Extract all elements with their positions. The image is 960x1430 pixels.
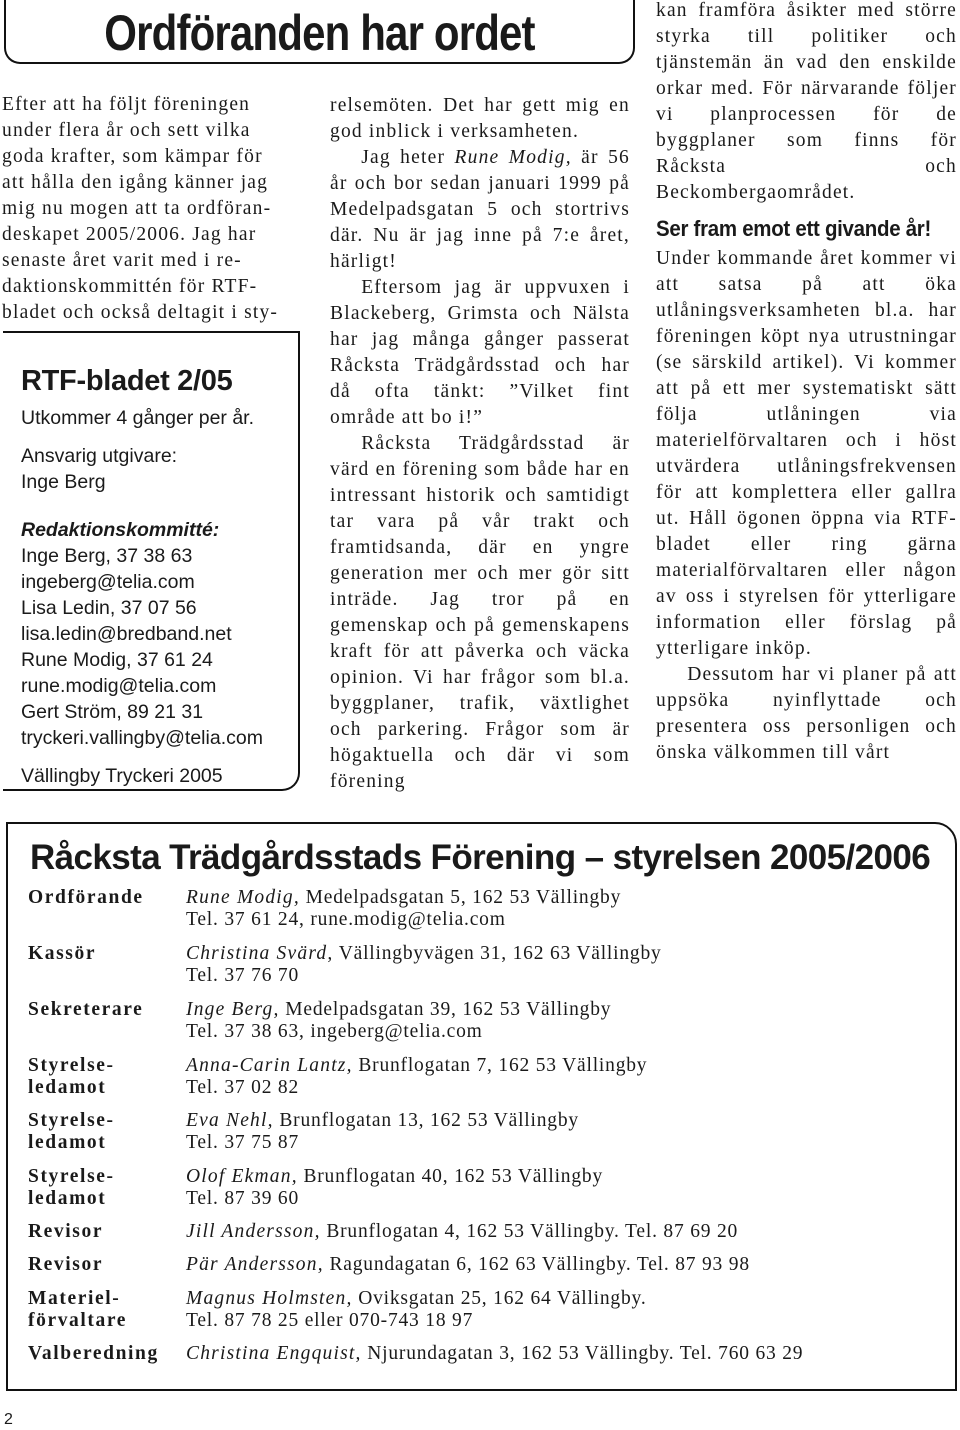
board-detail [186, 1343, 946, 1365]
page-number: 2 [4, 1411, 13, 1428]
text-run: är 56 år och bor sedan januari 1999 på Medelpadsgatan 5 och stortrivs där. Nu är jag inne på 7:e året, härligt! [330, 147, 630, 272]
member-name: Magnus Holmsten, [186, 1288, 353, 1309]
board-detail [186, 1055, 946, 1099]
committee-email: tryckeri.vallingby@telia.com [21, 727, 263, 749]
board-role: Styrelse- ledamot [28, 1055, 115, 1098]
member-address: Ragundagatan 6, 162 63 Vällingby. Tel. 87 93 98 [323, 1254, 750, 1275]
text-run: Jag heter [361, 147, 455, 168]
committee-member: Gert Ström, 89 21 31 [21, 701, 204, 723]
member-contact: Tel. 87 39 60 [186, 1188, 300, 1209]
member-address: Brunflogatan 40, 162 53 Vällingby [297, 1166, 604, 1187]
column-3 [656, 0, 957, 766]
committee-member: Rune Modig, 37 61 24 [21, 649, 213, 671]
member-address: Brunflogatan 7, 162 53 Vällingby [352, 1055, 648, 1076]
committee-email: rune.modig@telia.com [21, 675, 217, 697]
column-2-paragraph [330, 145, 630, 275]
member-contact: Tel. 37 02 82 [186, 1077, 300, 1098]
committee-email: ingeberg@telia.com [21, 571, 195, 593]
printer-name: Vällingby Tryckeri 2005 [21, 765, 223, 787]
masthead-heading: RTF-bladet 2/05 [21, 365, 233, 397]
committee-email: lisa.ledin@bredband.net [21, 623, 232, 645]
member-address: Medelpadsgatan 5, 162 53 Vällingby [299, 887, 622, 908]
column-1-line: senaste året varit med i re- [2, 250, 242, 271]
board-role: Styrelse- ledamot [28, 1110, 115, 1153]
publisher-label: Ansvarig utgivare: [21, 445, 178, 467]
member-name: Rune Modig, [186, 887, 300, 908]
column-2-paragraph: Råcksta Trädgårdsstad är värd en förening som både har en intressant historik och samtidigt tar vara på vår trakt och framtidsanda, där en yngre generation mer och mer gör sitt inträde. Jag tror på en gemenskap och på gemenskapens kraft för att påverka och väcka opinion. Vi har frågor som bl.a. byggplaner, trafik, växtlighet och parkering. Frågor som är högaktuella och där vi som förening [330, 433, 630, 792]
column-2 [330, 93, 630, 795]
member-name: Olof Ekman, [186, 1166, 298, 1187]
page-title: Ordföranden har ordet [104, 5, 535, 61]
section-heading: Ser fram emot ett givande år! [656, 216, 932, 241]
column-1-line: Efter att ha följt föreningen [2, 94, 251, 115]
member-contact: Tel. 37 38 63, ingeberg@telia.com [186, 1021, 483, 1042]
member-name: Jill Andersson, [186, 1221, 321, 1242]
column-1-line: under flera år och sett vilka [2, 120, 251, 141]
board-role: Kassör [28, 943, 97, 964]
board-role: Ordförande [28, 887, 144, 908]
publisher-name: Inge Berg [21, 471, 106, 493]
board-role: Valberedning [28, 1343, 159, 1364]
member-address: Medelpadsgatan 39, 162 53 Vällingby [279, 999, 612, 1020]
board-detail [186, 1254, 946, 1276]
member-name: Inge Berg, [186, 999, 280, 1020]
board-detail [186, 943, 946, 987]
member-address: Vällingbyvägen 31, 162 63 Vällingby [333, 943, 662, 964]
board-detail [186, 1221, 946, 1243]
board-detail [186, 887, 946, 931]
member-contact: Tel. 37 76 70 [186, 965, 300, 986]
column-1 [2, 92, 298, 326]
board-role: Revisor [28, 1221, 104, 1242]
board-role: Revisor [28, 1254, 104, 1275]
column-3-paragraph: Dessutom har vi planer på att uppsöka nyinflyttade och presentera oss personligen och önska välkommen till vårt [656, 664, 957, 763]
board-role: Styrelse- ledamot [28, 1166, 115, 1209]
board-detail [186, 1288, 946, 1332]
column-2-paragraph: Eftersom jag är uppvuxen i Blackeberg, Grimsta och Nälsta har jag många gånger passerat Råcksta Trädgårdsstad och har då ofta tänkt: ”Vilket fint område att bo i!” [330, 277, 630, 428]
board-title: Råcksta Trädgårdsstads Förening – styrelsen 2005/2006 [30, 838, 931, 877]
member-contact: Tel. 87 78 25 eller 070-743 18 97 [186, 1310, 474, 1331]
column-1-line: daktionskommittén för RTF- [2, 276, 258, 297]
column-3-paragraph: kan framföra åsikter med större styrka till politiker och tjänstemän än vad den enskilde orkar med. För närvarande följer vi planprocessen för de byggplaner som finns för Råcksta och Beckombergaområdet. [656, 0, 957, 203]
member-name: Christina Svärd, [186, 943, 334, 964]
member-contact: Tel. 37 75 87 [186, 1132, 300, 1153]
member-contact: Tel. 37 61 24, rune.modig@telia.com [186, 909, 506, 930]
board-role: Materiel- förvaltare [28, 1288, 128, 1331]
masthead-box [3, 331, 300, 791]
member-address: Brunflogatan 13, 162 53 Vällingby [273, 1110, 579, 1131]
column-3-paragraph: Under kommande året kommer vi att satsa på att öka utlåningsverksamheten bl.a. har föreningen köpt nya utrustningar (se särskild artikel). Vi kommer att på ett mer systematiskt sätt följa utlåningen via materielförvaltaren och i höst utvärdera utlåningsfrekvensen för att komplettera eller gallra ut. Håll ögonen öppna via RTF-bladet eller ring gärna materialförvaltaren eller någon av oss i styrelsen för ytterligare information eller förslag på ytterligare inköp. [656, 248, 957, 659]
board-detail [186, 999, 946, 1043]
column-1-line: goda krafter, som kämpar för [2, 146, 263, 167]
member-address: Njurundagatan 3, 162 53 Vällingby. Tel. 760 63 29 [361, 1343, 804, 1364]
member-address: Oviksgatan 25, 162 64 Vällingby. [352, 1288, 647, 1309]
board-detail [186, 1166, 946, 1210]
column-1-line: mig nu mogen att ta ordföran- [2, 198, 272, 219]
member-name: Eva Nehl, [186, 1110, 274, 1131]
masthead-content [21, 361, 263, 789]
masthead-frequency: Utkommer 4 gånger per år. [21, 407, 255, 429]
member-name: Pär Andersson, [186, 1254, 324, 1275]
member-name: Anna-Carin Lantz, [186, 1055, 353, 1076]
column-1-line: deskapet 2005/2006. Jag har [2, 224, 257, 245]
member-name: Christina Engquist, [186, 1343, 362, 1364]
column-2-paragraph: relsemöten. Det har gett mig en god inblick i verksamheten. [330, 95, 630, 142]
author-name: Rune Modig, [454, 147, 572, 168]
board-role: Sekreterare [28, 999, 144, 1020]
committee-label: Redaktionskommitté: [21, 519, 220, 541]
column-1-line: att hålla den igång känner jag [2, 172, 269, 193]
committee-member: Inge Berg, 37 38 63 [21, 545, 193, 567]
committee-member: Lisa Ledin, 37 07 56 [21, 597, 197, 619]
column-1-line: bladet och också deltagit i sty- [2, 302, 279, 323]
board-detail [186, 1110, 946, 1154]
member-address: Brunflogatan 4, 162 53 Vällingby. Tel. 87 69 20 [320, 1221, 739, 1242]
